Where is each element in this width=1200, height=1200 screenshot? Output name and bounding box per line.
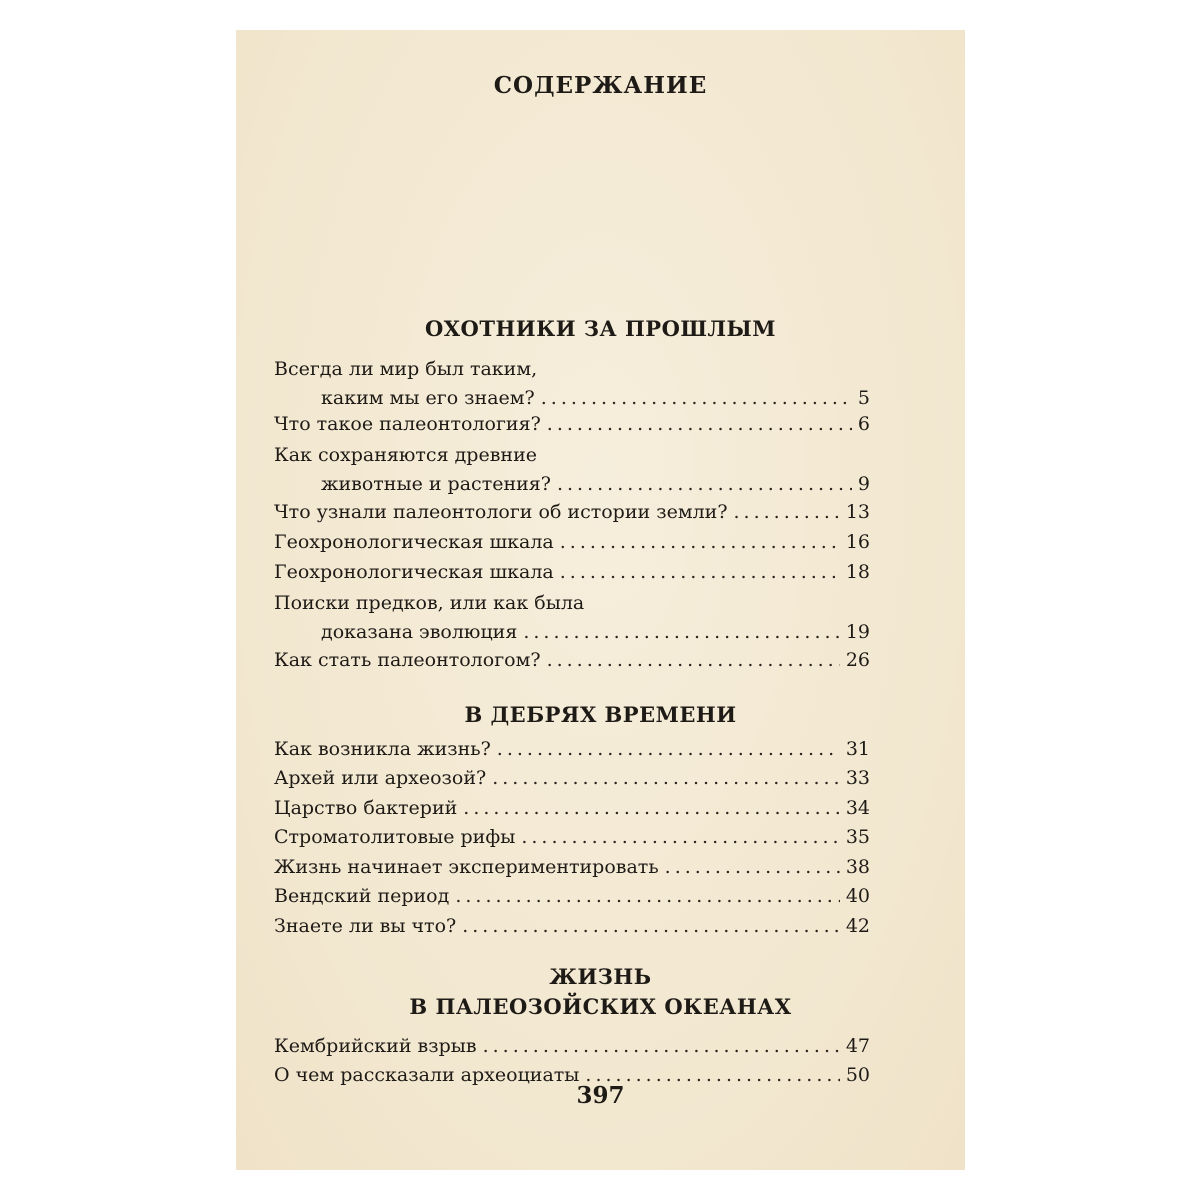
page-number: 397	[576, 1082, 625, 1109]
entry-title: Что узнали палеонтологи об истории земли?	[274, 501, 728, 523]
toc-entry	[274, 912, 870, 940]
entry-title: Что такое палеонтология?	[274, 413, 541, 435]
dot-leader	[560, 528, 840, 556]
toc-entry	[274, 764, 870, 792]
toc-entry	[274, 882, 870, 910]
toc-entry	[274, 558, 870, 586]
entry-title: Знаете ли вы что?	[274, 915, 457, 937]
section-title: ЖИЗНЬ	[549, 964, 652, 989]
entry-page-number: 42	[845, 915, 870, 937]
dot-leader	[523, 618, 839, 646]
entry-page-number: 19	[845, 621, 870, 643]
entry-title: Кембрийский взрыв	[274, 1035, 477, 1057]
toc-entry	[274, 794, 870, 822]
dot-leader	[734, 498, 840, 526]
entry-page-number: 9	[857, 473, 870, 495]
toc-entry	[274, 588, 870, 646]
book-page	[236, 30, 965, 1170]
dot-leader	[462, 912, 840, 940]
toc-entry	[274, 354, 870, 412]
entry-title: Как сохраняются древние	[274, 444, 537, 466]
entry-page-number: 5	[857, 387, 870, 409]
section-title: ОХОТНИКИ ЗА ПРОШЛЫМ	[424, 316, 777, 341]
toc-entry	[274, 646, 870, 674]
entry-page-number: 35	[845, 826, 870, 848]
dot-leader	[483, 1032, 840, 1060]
entry-page-number: 38	[845, 856, 870, 878]
dot-leader	[492, 764, 840, 792]
toc-entry	[274, 410, 870, 438]
dot-leader	[547, 646, 840, 674]
entry-page-number: 47	[845, 1035, 870, 1057]
entry-page-number: 13	[845, 501, 870, 523]
dot-leader	[560, 558, 840, 586]
toc-entry	[274, 853, 870, 881]
entry-title-continued: каким мы его знаем?	[321, 387, 535, 409]
entry-title: Царство бактерий	[274, 797, 458, 819]
entry-title: Строматолитовые рифы	[274, 826, 516, 848]
entry-title: Вендский период	[274, 885, 450, 907]
entry-page-number: 16	[845, 531, 870, 553]
entry-title: Геохронологическая шкала	[274, 561, 554, 583]
entry-title-continued: животные и растения?	[321, 473, 551, 495]
entry-page-number: 26	[845, 649, 870, 671]
entry-page-number: 31	[845, 738, 870, 760]
toc-entry	[274, 440, 870, 498]
entry-title: Архей или археозой?	[274, 767, 487, 789]
dot-leader	[521, 823, 839, 851]
entry-page-number: 6	[857, 413, 870, 435]
entry-page-number: 40	[845, 885, 870, 907]
entry-page-number: 34	[845, 797, 870, 819]
contents-heading: СОДЕРЖАНИЕ	[493, 72, 708, 99]
dot-leader	[665, 853, 840, 881]
dot-leader	[541, 384, 852, 412]
toc-entry	[274, 823, 870, 851]
toc-entry	[274, 735, 870, 763]
entry-title: Всегда ли мир был таким,	[274, 358, 538, 380]
dot-leader	[455, 882, 839, 910]
dot-leader	[557, 470, 852, 498]
toc-entry	[274, 528, 870, 556]
entry-title-continued: доказана эволюция	[321, 621, 518, 643]
dot-leader	[547, 410, 852, 438]
toc-entry	[274, 498, 870, 526]
entry-page-number: 18	[845, 561, 870, 583]
entry-title: Поиски предков, или как была	[274, 592, 585, 614]
dot-leader	[497, 735, 840, 763]
toc-entry	[274, 1032, 870, 1060]
entry-title: Как возникла жизнь?	[274, 738, 491, 760]
entry-title: Геохронологическая шкала	[274, 531, 554, 553]
entry-title: О чем рассказали археоциаты	[274, 1064, 580, 1086]
section-title: В ДЕБРЯХ ВРЕМЕНИ	[464, 702, 737, 727]
entry-page-number: 33	[845, 767, 870, 789]
entry-title: Жизнь начинает экспериментировать	[274, 856, 659, 878]
entry-page-number: 50	[845, 1064, 870, 1086]
section-title-line-2: В ПАЛЕОЗОЙСКИХ ОКЕАНАХ	[409, 994, 792, 1019]
dot-leader	[463, 794, 840, 822]
entry-title: Как стать палеонтологом?	[274, 649, 541, 671]
